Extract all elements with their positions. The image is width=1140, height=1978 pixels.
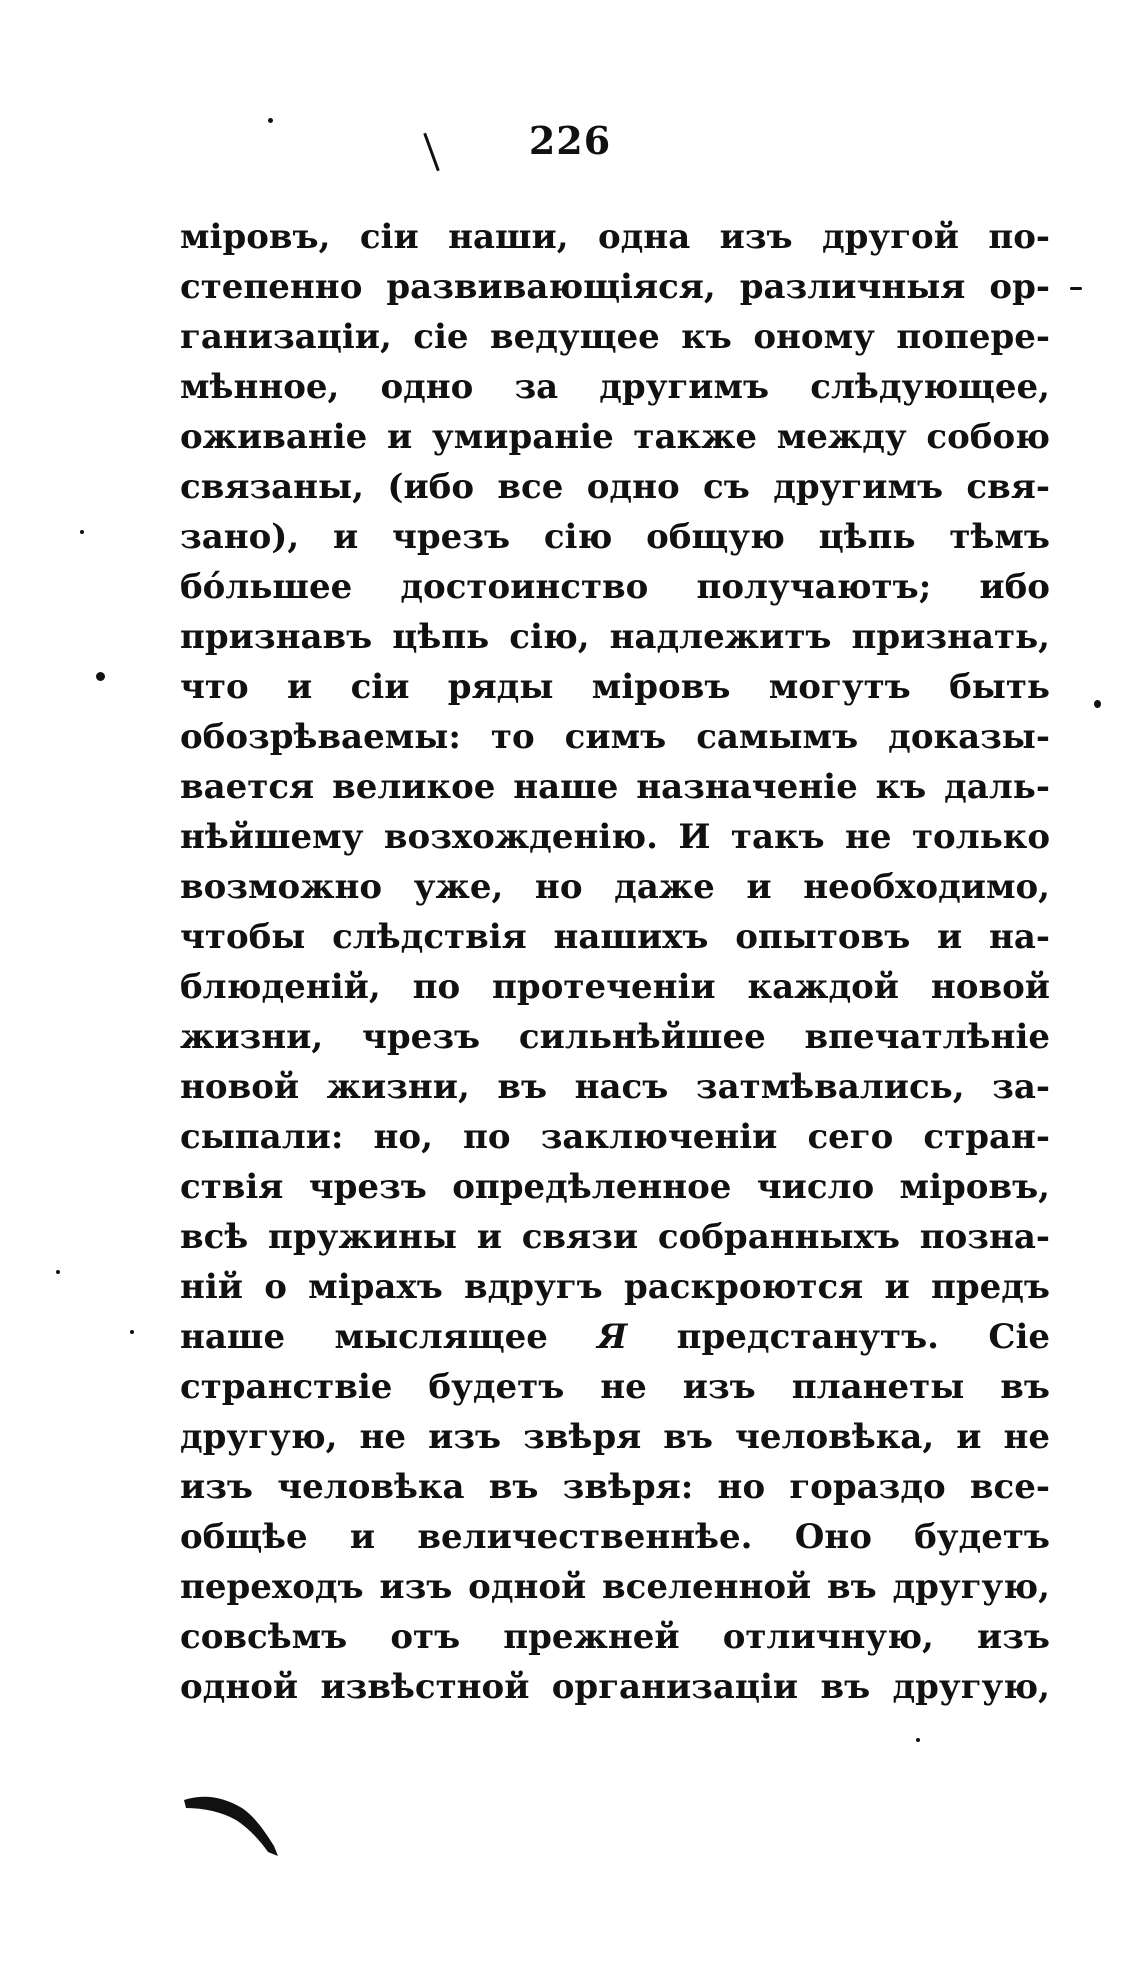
text-line: зано), и чрезъ сію общую цѣпь тѣмъ	[180, 517, 1050, 557]
body-text	[180, 212, 1050, 1712]
text-line: степенно развивающіяся, различныя ор-	[180, 267, 1050, 307]
ink-smudge	[182, 1790, 282, 1860]
text-line: общѣе и величественнѣе. Оно будетъ	[180, 1517, 1050, 1557]
text-line: жизни, чрезъ сильнѣйшее впечатлѣніе	[180, 1017, 1050, 1057]
text-line: что и сіи ряды міровъ могутъ быть	[180, 667, 1050, 707]
text-line: нѣйшему возхожденію. И такъ не только	[180, 817, 1050, 857]
text-segment: наше мыслящее	[180, 1317, 598, 1357]
text-line: другую, не изъ звѣря въ человѣка, и не	[180, 1417, 1050, 1457]
text-line: мѣнное, одно за другимъ слѣдующее,	[180, 367, 1050, 407]
text-line: міровъ, сіи наши, одна изъ другой по-	[180, 217, 1050, 257]
text-line: сыпали: но, по заключеніи сего стран-	[180, 1117, 1050, 1157]
scan-speck	[96, 672, 105, 681]
text-line: обозрѣваемы: то симъ самымъ доказы-	[180, 717, 1050, 757]
text-line: ній о мірахъ вдругъ раскроются и предъ	[180, 1267, 1050, 1307]
scan-speck	[80, 530, 84, 534]
text-line: ствія чрезъ опредѣленное число міровъ,	[180, 1167, 1050, 1207]
text-line: изъ человѣка въ звѣря: но гораздо все-	[180, 1467, 1050, 1507]
text-line: связаны, (ибо все одно съ другимъ свя-	[180, 467, 1050, 507]
text-line: новой жизни, въ насъ затмѣвались, за-	[180, 1067, 1050, 1107]
scan-speck	[268, 118, 273, 123]
scan-speck	[130, 1330, 134, 1334]
page-number: 226	[528, 118, 612, 163]
text-line: совсѣмъ отъ прежней отличную, изъ	[180, 1617, 1050, 1657]
text-line: одной извѣстной организаціи въ другую,	[180, 1667, 1050, 1707]
scan-speck	[1094, 700, 1101, 708]
text-line: бо́льшее достоинство получаютъ; ибо	[180, 567, 1050, 607]
scan-speck	[916, 1738, 920, 1742]
italic-pronoun: Я	[597, 1317, 628, 1357]
text-line: вается великое наше назначеніе къ даль-	[180, 767, 1050, 807]
text-line: ганизаціи, сіе ведущее къ оному попере-	[180, 317, 1050, 357]
text-line: чтобы слѣдствія нашихъ опытовъ и на-	[180, 917, 1050, 957]
scan-speck	[56, 1270, 60, 1274]
text-line: оживаніе и умираніе также между собою	[180, 417, 1050, 457]
text-line: всѣ пружины и связи собранныхъ позна-	[180, 1217, 1050, 1257]
text-line: переходъ изъ одной вселенной въ другую,	[180, 1567, 1050, 1607]
text-line: признавъ цѣпь сію, надлежитъ признать,	[180, 617, 1050, 657]
text-segment: предстанутъ. Сіе	[627, 1317, 1050, 1357]
text-line: возможно уже, но даже и необходимо,	[180, 867, 1050, 907]
text-line-with-italic	[180, 1312, 1050, 1362]
text-line: странствіе будетъ не изъ планеты въ	[180, 1367, 1050, 1407]
text-line: блюденій, по протеченіи каждой новой	[180, 967, 1050, 1007]
scan-speck	[1070, 287, 1082, 290]
